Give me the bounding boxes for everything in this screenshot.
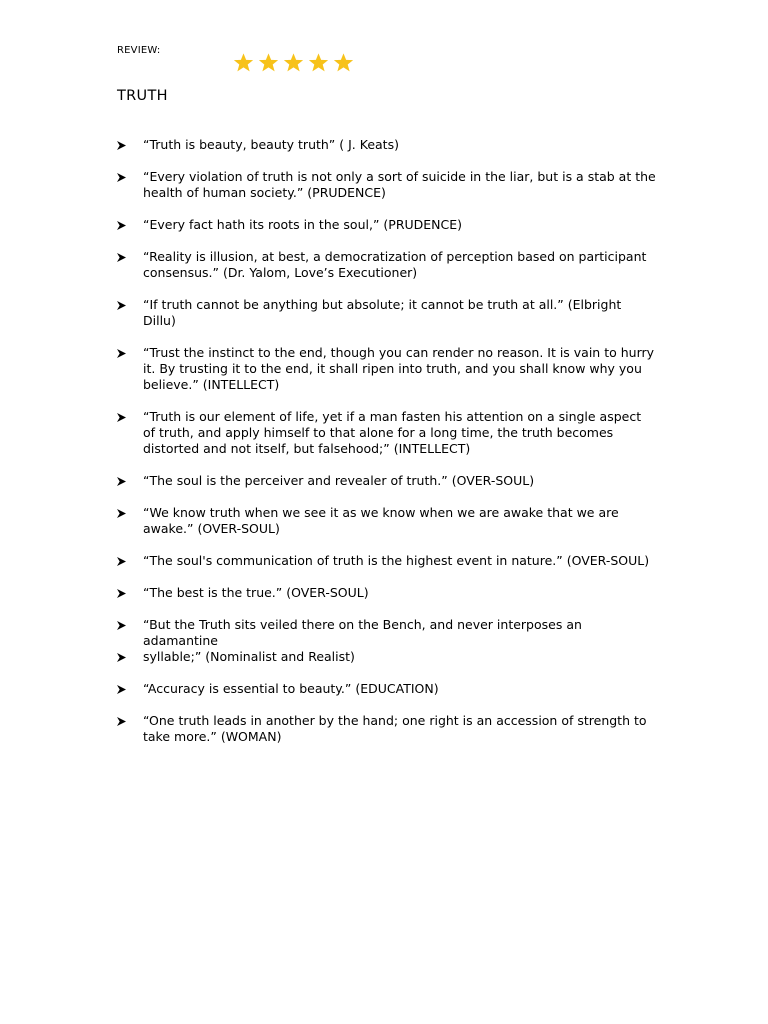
quote-text: “One truth leads in another by the hand; one right is an accession of strength to take more.” (WOMAN)	[143, 713, 647, 744]
list-item	[117, 617, 657, 665]
quote-text: “Truth is beauty, beauty truth” ( J. Keats)	[143, 137, 399, 152]
arrow-bullet-icon	[117, 473, 143, 486]
quote-text: “If truth cannot be anything but absolute; it cannot be truth at all.” (Elbright Dillu)	[143, 297, 622, 328]
quote-text: “Reality is illusion, at best, a democratization of perception based on participant consensus.” (Dr. Yalom, Love’s Executioner)	[143, 249, 647, 280]
star-icon	[283, 52, 304, 73]
arrow-bullet-icon	[117, 217, 143, 230]
list-item	[117, 585, 657, 601]
list-item	[117, 345, 657, 393]
list-item	[117, 681, 657, 697]
quote-list	[117, 137, 657, 761]
arrow-bullet-icon	[117, 713, 143, 726]
arrow-bullet-icon	[117, 137, 143, 150]
quote-text: “Accuracy is essential to beauty.” (EDUCATION)	[143, 681, 439, 696]
quote-text: syllable;” (Nominalist and Realist)	[143, 649, 355, 664]
arrow-bullet-icon	[117, 345, 143, 358]
arrow-bullet-icon	[117, 505, 143, 518]
quote-text: “The best is the true.” (OVER-SOUL)	[143, 585, 369, 600]
arrow-bullet-icon	[117, 585, 143, 598]
arrow-bullet-icon	[117, 553, 143, 566]
list-item	[117, 137, 657, 153]
quote-text: “The soul is the perceiver and revealer of truth.” (OVER-SOUL)	[143, 473, 535, 488]
quote-text: “Every fact hath its roots in the soul,” (PRUDENCE)	[143, 217, 463, 232]
arrow-bullet-icon	[117, 249, 143, 262]
arrow-bullet-icon	[117, 169, 143, 182]
list-item	[117, 169, 657, 201]
page-title: TRUTH	[117, 88, 168, 104]
arrow-bullet-icon	[117, 297, 143, 310]
list-item	[117, 297, 657, 329]
list-item	[117, 505, 657, 537]
arrow-bullet-icon	[117, 617, 143, 630]
arrow-bullet-icon	[117, 681, 143, 694]
quote-text: “But the Truth sits veiled there on the Bench, and never interposes an adamantine	[143, 617, 582, 648]
star-icon	[233, 52, 254, 73]
quote-text: “Truth is our element of life, yet if a man fasten his attention on a single aspect of truth, and apply himself to that alone for a long time, the truth becomes distorted and not itself, but falsehood;” (INTELLECT)	[143, 409, 642, 456]
star-icon	[308, 52, 329, 73]
list-item	[117, 409, 657, 457]
quote-text: “Every violation of truth is not only a sort of suicide in the liar, but is a stab at the health of human society.” (PRUDENCE)	[143, 169, 656, 200]
list-item	[117, 249, 657, 281]
review-label: REVIEW:	[117, 45, 161, 56]
list-item	[117, 713, 657, 745]
quote-text: “Trust the instinct to the end, though you can render no reason. It is vain to hurry it. By trusting it to the end, it shall ripen into truth, and you shall know why you believe.” (INTELLECT)	[143, 345, 655, 392]
quote-text: “We know truth when we see it as we know when we are awake that we are awake.” (OVER-SOUL)	[143, 505, 619, 536]
star-rating	[233, 52, 354, 73]
list-item	[117, 217, 657, 233]
list-item	[117, 473, 657, 489]
quote-text: “The soul's communication of truth is the highest event in nature.” (OVER-SOUL)	[143, 553, 650, 568]
arrow-bullet-icon	[117, 649, 143, 662]
star-icon	[333, 52, 354, 73]
arrow-bullet-icon	[117, 409, 143, 422]
list-item	[117, 553, 657, 569]
star-icon	[258, 52, 279, 73]
